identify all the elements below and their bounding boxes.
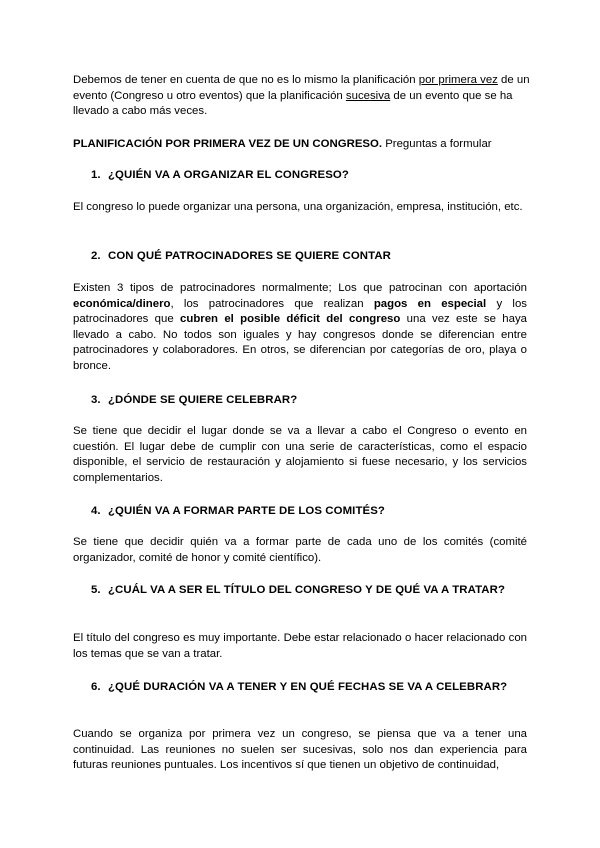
answer-2-text-2: , los patrocinadores que realizan	[170, 297, 374, 310]
question-6-number: 6.	[91, 681, 101, 693]
question-4-number: 4.	[91, 505, 101, 517]
intro-underline-2: sucesiva	[345, 89, 391, 102]
question-4-heading	[91, 504, 528, 520]
question-6-title: ¿QUÉ DURACIÓN VA A TENER Y EN QUÉ FECHAS SE VA A CELEBRAR?	[108, 681, 508, 693]
question-3-title: ¿DÓNDE SE QUIERE CELEBRAR?	[108, 394, 298, 406]
question-2-heading	[91, 249, 528, 265]
answer-5-paragraph: El título del congreso es muy importante. Debe estar relacionado o hacer relacionado con los temas que se van a tratar.	[73, 632, 527, 660]
question-1-title: ¿QUIÉN VA A ORGANIZAR EL CONGRESO?	[108, 169, 349, 181]
answer-2-text-4: una vez este se haya llevado a cabo. No todos son iguales y hay congresos donde se diferencian entre patrocinadores y colaboradores. En otros, se diferencian por categorías de oro, playa o bronce.	[73, 313, 527, 372]
answer-2-bold-1: económica/dinero	[73, 297, 171, 310]
answer-3-paragraph: Se tiene que decidir el lugar donde se va a llevar a cabo el Congreso o evento en cuestión. El lugar debe de cumplir con una serie de características, como el espacio disponible, el servicio de restauración y alojamiento si fuese necesario, y los servicios complementarios.	[73, 425, 527, 484]
intro-underline-1: por primera vez	[418, 74, 498, 86]
question-3-number: 3.	[91, 394, 101, 406]
question-6-heading	[91, 680, 528, 696]
answer-2-bold-2: pagos en especial	[373, 297, 487, 310]
planning-heading	[73, 137, 543, 153]
question-3-heading	[91, 393, 528, 409]
question-5-heading	[91, 583, 528, 599]
question-4-title: ¿QUIÉN VA A FORMAR PARTE DE LOS COMITÉS?	[108, 505, 385, 517]
planning-heading-rest: Preguntas a formular	[382, 138, 492, 150]
question-2-title: CON QUÉ PATROCINADORES SE QUIERE CONTAR	[108, 250, 391, 262]
answer-4-paragraph: Se tiene que decidir quién va a formar parte de cada uno de los comités (comité organizador, comité de honor y comité científico).	[73, 536, 527, 564]
question-1-number: 1.	[91, 169, 101, 181]
question-5-title: ¿CUÁL VA A SER EL TÍTULO DEL CONGRESO Y DE QUÉ VA A TRATAR?	[108, 584, 505, 596]
question-5-number: 5.	[91, 584, 101, 596]
planning-heading-bold: PLANIFICACIÓN POR PRIMERA VEZ DE UN CONGRESO.	[73, 138, 383, 150]
answer-2-text-3: y los patrocinadores que	[73, 297, 527, 326]
intro-text-1: Debemos de tener en cuenta de que no es lo mismo la planificación	[73, 74, 419, 86]
intro-paragraph	[73, 73, 533, 120]
intro-text-3: de un evento que se ha llevado a cabo más veces.	[73, 89, 513, 118]
question-2-number: 2.	[91, 250, 101, 262]
intro-text-2: de un evento (Congreso u otro eventos) que la planificación	[73, 74, 530, 102]
answer-1-paragraph: El congreso lo puede organizar una persona, una organización, empresa, institución, etc.	[73, 201, 523, 213]
answer-2-paragraph	[73, 281, 527, 375]
answer-2-bold-3: cubren el posible déficit del congreso	[180, 313, 401, 326]
answer-2-text-1: Existen 3 tipos de patrocinadores normalmente; Los que patrocinan con aportación	[73, 282, 527, 294]
answer-6-paragraph: Cuando se organiza por primera vez un congreso, se piensa que va a tener una continuidad. Las reuniones no suelen ser sucesivas, solo nos dan experiencia para futuras reuniones puntuales. Los incentivos sí que tienen un objetivo de continuidad,	[73, 728, 527, 772]
question-1-heading	[91, 168, 528, 184]
